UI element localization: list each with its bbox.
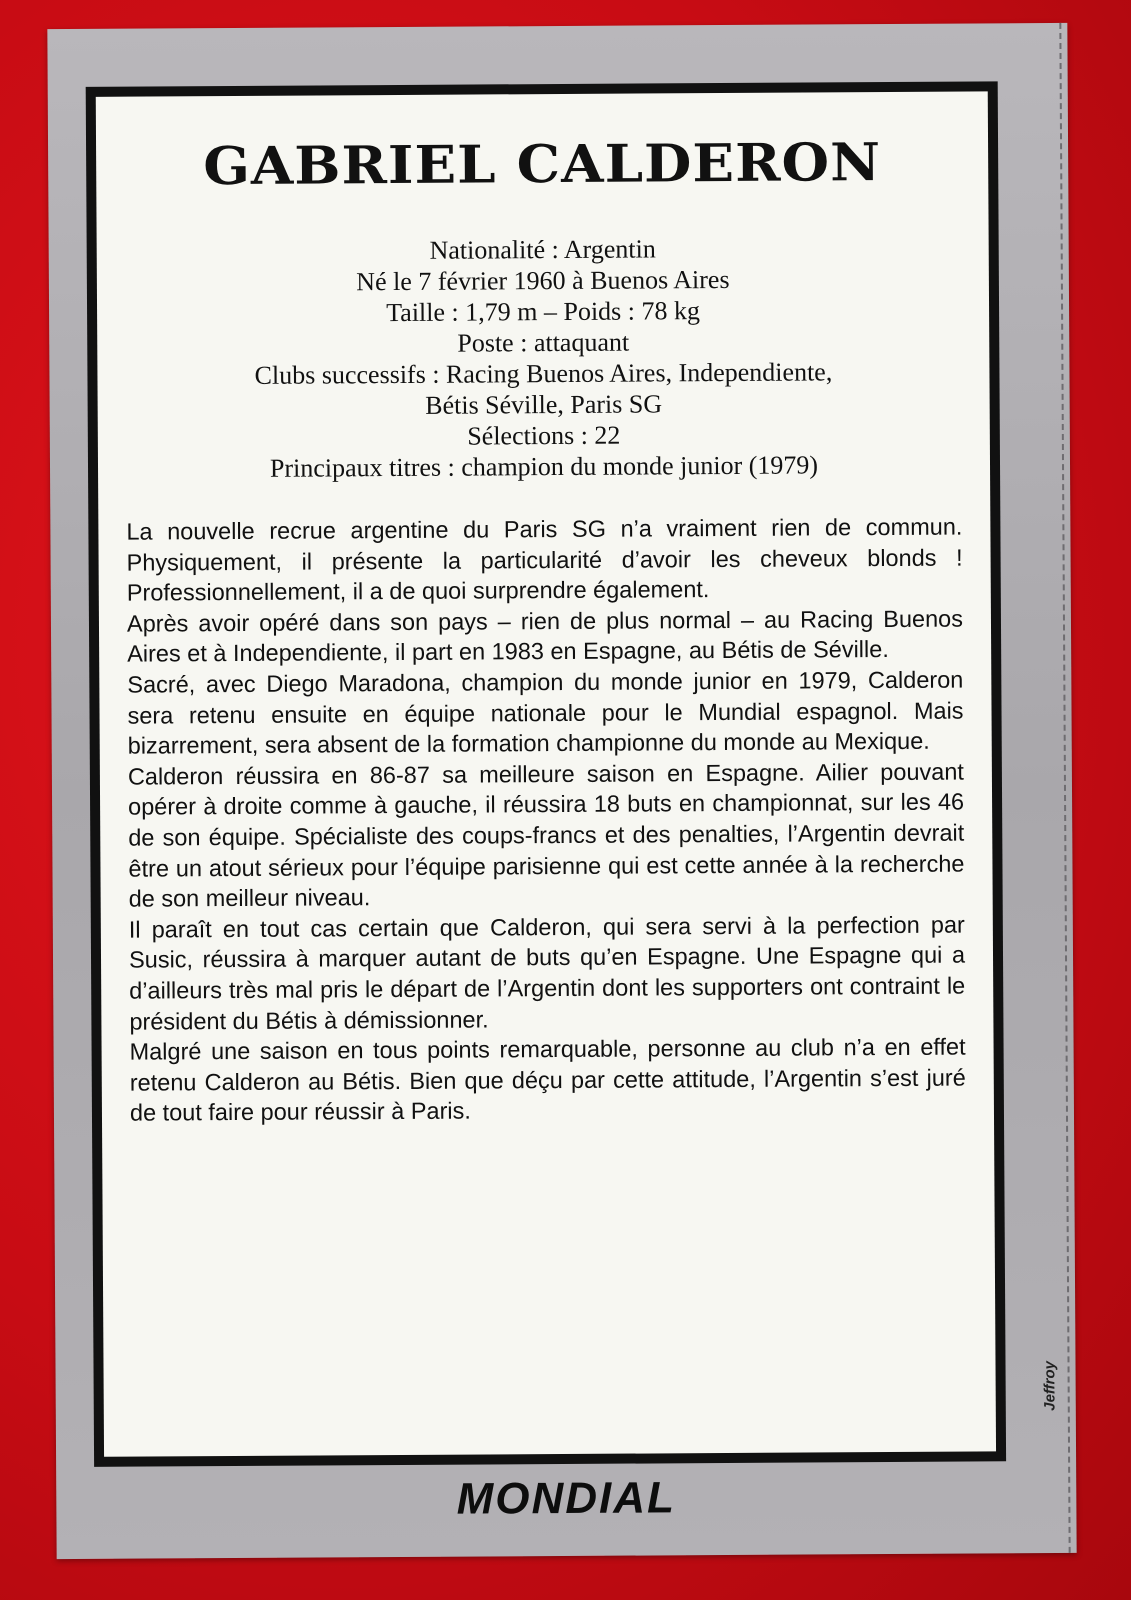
bio-paragraph: Malgré une saison en tous points remarquable, personne au club n’a en effet retenu Calderon au Bétis. Bien que déçu par cette attitude, l’Argentin s’est juré de tout faire pour réussir à Paris.: [129, 1033, 966, 1126]
photo-credit: Jeffroy: [1041, 1360, 1059, 1411]
fact-titles: Principaux titres : champion du monde junior (1979): [269, 450, 819, 483]
brand-logo: MONDIAL: [456, 1473, 677, 1524]
fact-caps: Sélections : 22: [467, 420, 621, 451]
perforation-line: [1059, 23, 1070, 1553]
card-frame: [86, 81, 1006, 1467]
fact-size: Taille : 1,79 m – Poids : 78 kg: [386, 296, 701, 328]
biography: [126, 512, 966, 1129]
bio-paragraph: Il paraît en tout cas certain que Calderon, qui sera servi à la perfection par Susic, réussira à marquer autant de buts qu’en Espagne. Une Espagne qui a d’ailleurs très mal pris le départ de l’Argentin dont les supporters ont contraint le président du Bétis à démissionner.: [128, 911, 966, 1035]
text-panel: [96, 91, 996, 1456]
bio-paragraph: La nouvelle recrue argentine du Paris SG n’a vraiment rien de commun. Physiquement, il présente la particularité d’avoir les cheveux blonds ! Professionnellement, il a de quoi surprendre également.: [126, 513, 963, 606]
bio-paragraph: Calderon réussira en 86-87 sa meilleure saison en Espagne. Ailier pouvant opérer à droite comme à gauche, il réussira 18 buts en championnat, sur les 46 de son équipe. Spécialiste des coups-francs et des penalties, l’Argentin devrait être un atout sérieux pour l’équipe parisienne qui est cette année à la recherche de son meilleur niveau.: [127, 758, 965, 912]
bio-paragraph: Après avoir opéré dans son pays – rien de plus normal – au Racing Buenos Aires et à Independiente, il part en 1983 en Espagne, au Bétis de Séville.: [126, 605, 964, 668]
fact-clubs: Clubs successifs : Racing Buenos Aires, Independiente,: [254, 357, 833, 390]
fact-clubs-continued: Bétis Séville, Paris SG: [425, 389, 663, 420]
fact-birth: Né le 7 février 1960 à Buenos Aires: [356, 264, 730, 297]
player-name: GABRIEL CALDERON: [203, 132, 882, 198]
bio-paragraph: Sacré, avec Diego Maradona, champion du monde junior en 1979, Calderon sera retenu ensuite en équipe nationale pour le Mundial espagnol. Mais bizarrement, sera absent de la formation championne du monde au Mexique.: [127, 666, 964, 759]
player-facts: [137, 232, 950, 485]
player-card: [47, 23, 1076, 1559]
fact-nationality: Nationalité : Argentin: [429, 234, 656, 265]
fact-position: Poste : attaquant: [457, 327, 630, 358]
